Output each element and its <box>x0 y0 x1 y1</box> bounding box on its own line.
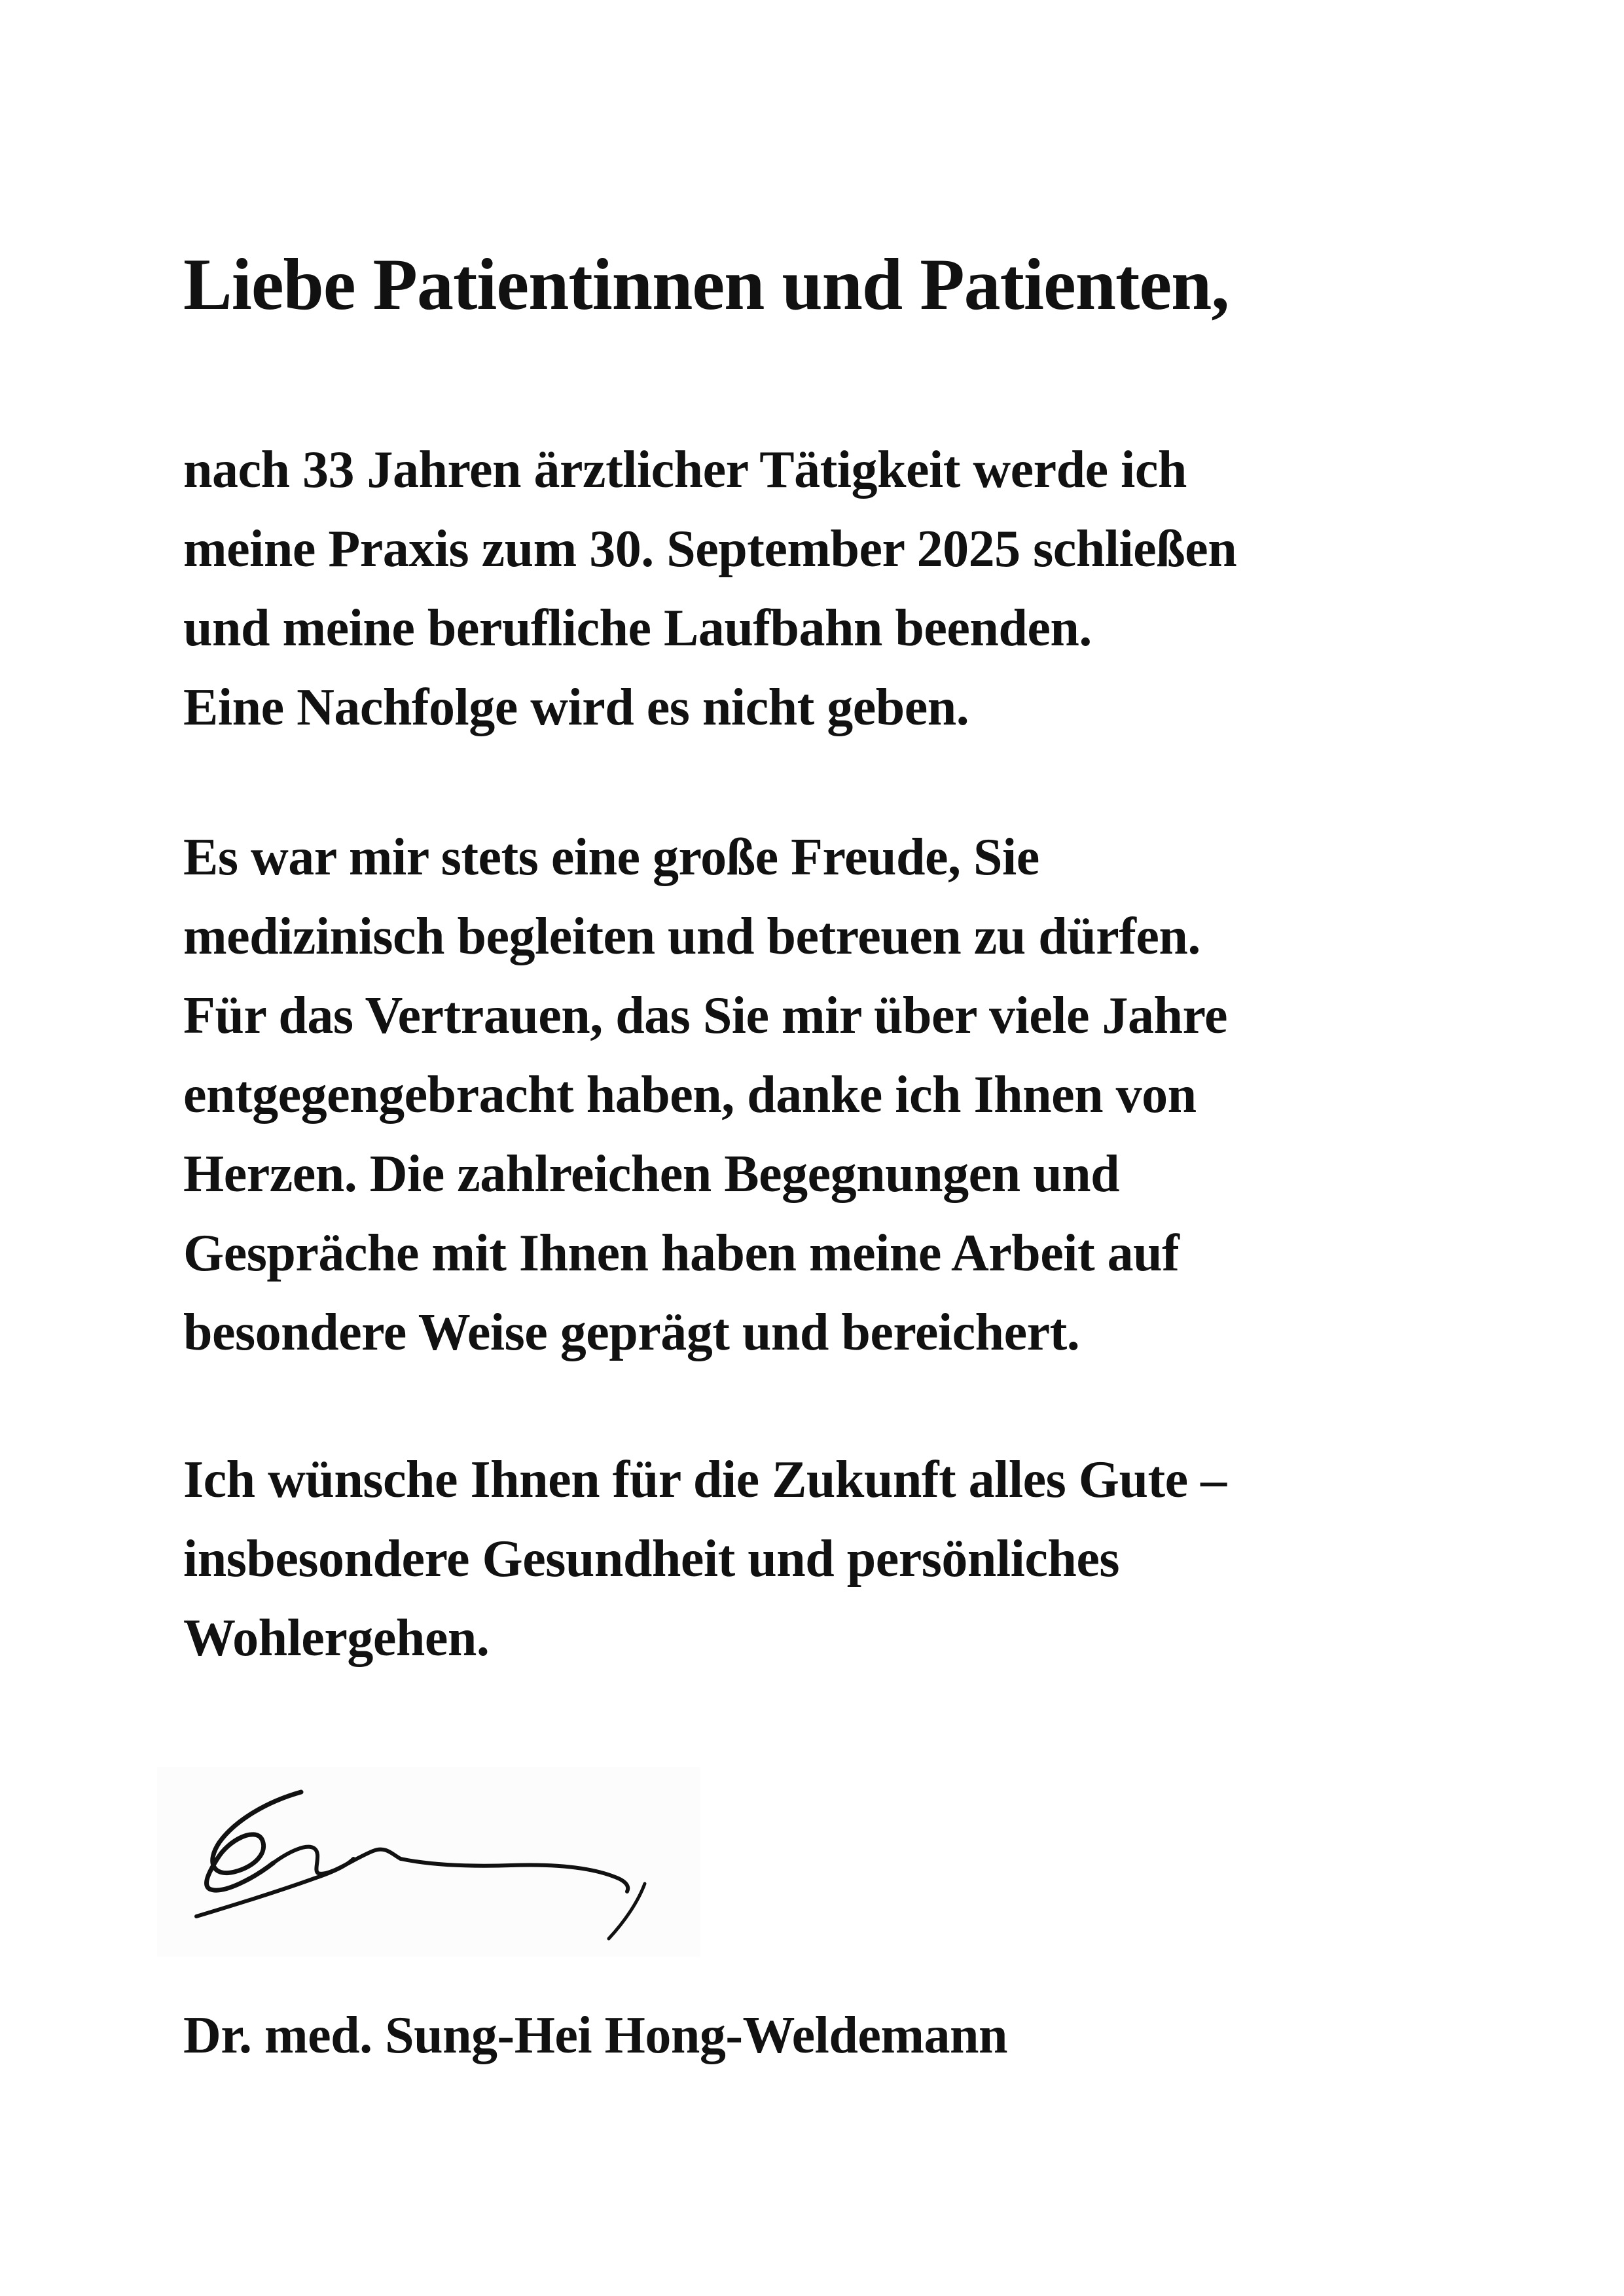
greeting-heading: Liebe Patientinnen und Patienten, <box>183 244 1229 325</box>
paragraph-line: Wohlergehen. <box>183 1609 490 1667</box>
paragraph-thanks <box>183 818 1227 1372</box>
paragraph-line: Eine Nachfolge wird es nicht geben. <box>183 679 969 736</box>
paragraph-line: medizinisch begleiten und betreuen zu dürfen. <box>183 908 1200 965</box>
paragraph-line: nach 33 Jahren ärztlicher Tätigkeit werde ich <box>183 441 1187 499</box>
paragraph-line: und meine berufliche Laufbahn beenden. <box>183 600 1092 657</box>
paragraph-line: insbesondere Gesundheit und persönliches <box>183 1530 1119 1588</box>
handwritten-signature-icon <box>157 1767 700 1957</box>
paragraph-line: meine Praxis zum 30. September 2025 schließen <box>183 520 1237 578</box>
paragraph-line: Es war mir stets eine große Freude, Sie <box>183 829 1039 886</box>
paragraph-closing-announcement <box>183 431 1236 747</box>
paragraph-line: Ich wünsche Ihnen für die Zukunft alles Gute – <box>183 1451 1227 1509</box>
paragraph-line: Gespräche mit Ihnen haben meine Arbeit auf <box>183 1225 1180 1282</box>
paragraph-line: entgegengebracht haben, danke ich Ihnen von <box>183 1066 1197 1124</box>
paragraph-line: Für das Vertrauen, das Sie mir über viele Jahre <box>183 987 1228 1045</box>
paragraph-line: Herzen. Die zahlreichen Begegnungen und <box>183 1145 1120 1203</box>
paragraph-wishes <box>183 1441 1227 1678</box>
paragraph-line: besondere Weise geprägt und bereichert. <box>183 1304 1080 1361</box>
signer-name: Dr. med. Sung-Hei Hong-Weldemann <box>183 2007 1007 2064</box>
